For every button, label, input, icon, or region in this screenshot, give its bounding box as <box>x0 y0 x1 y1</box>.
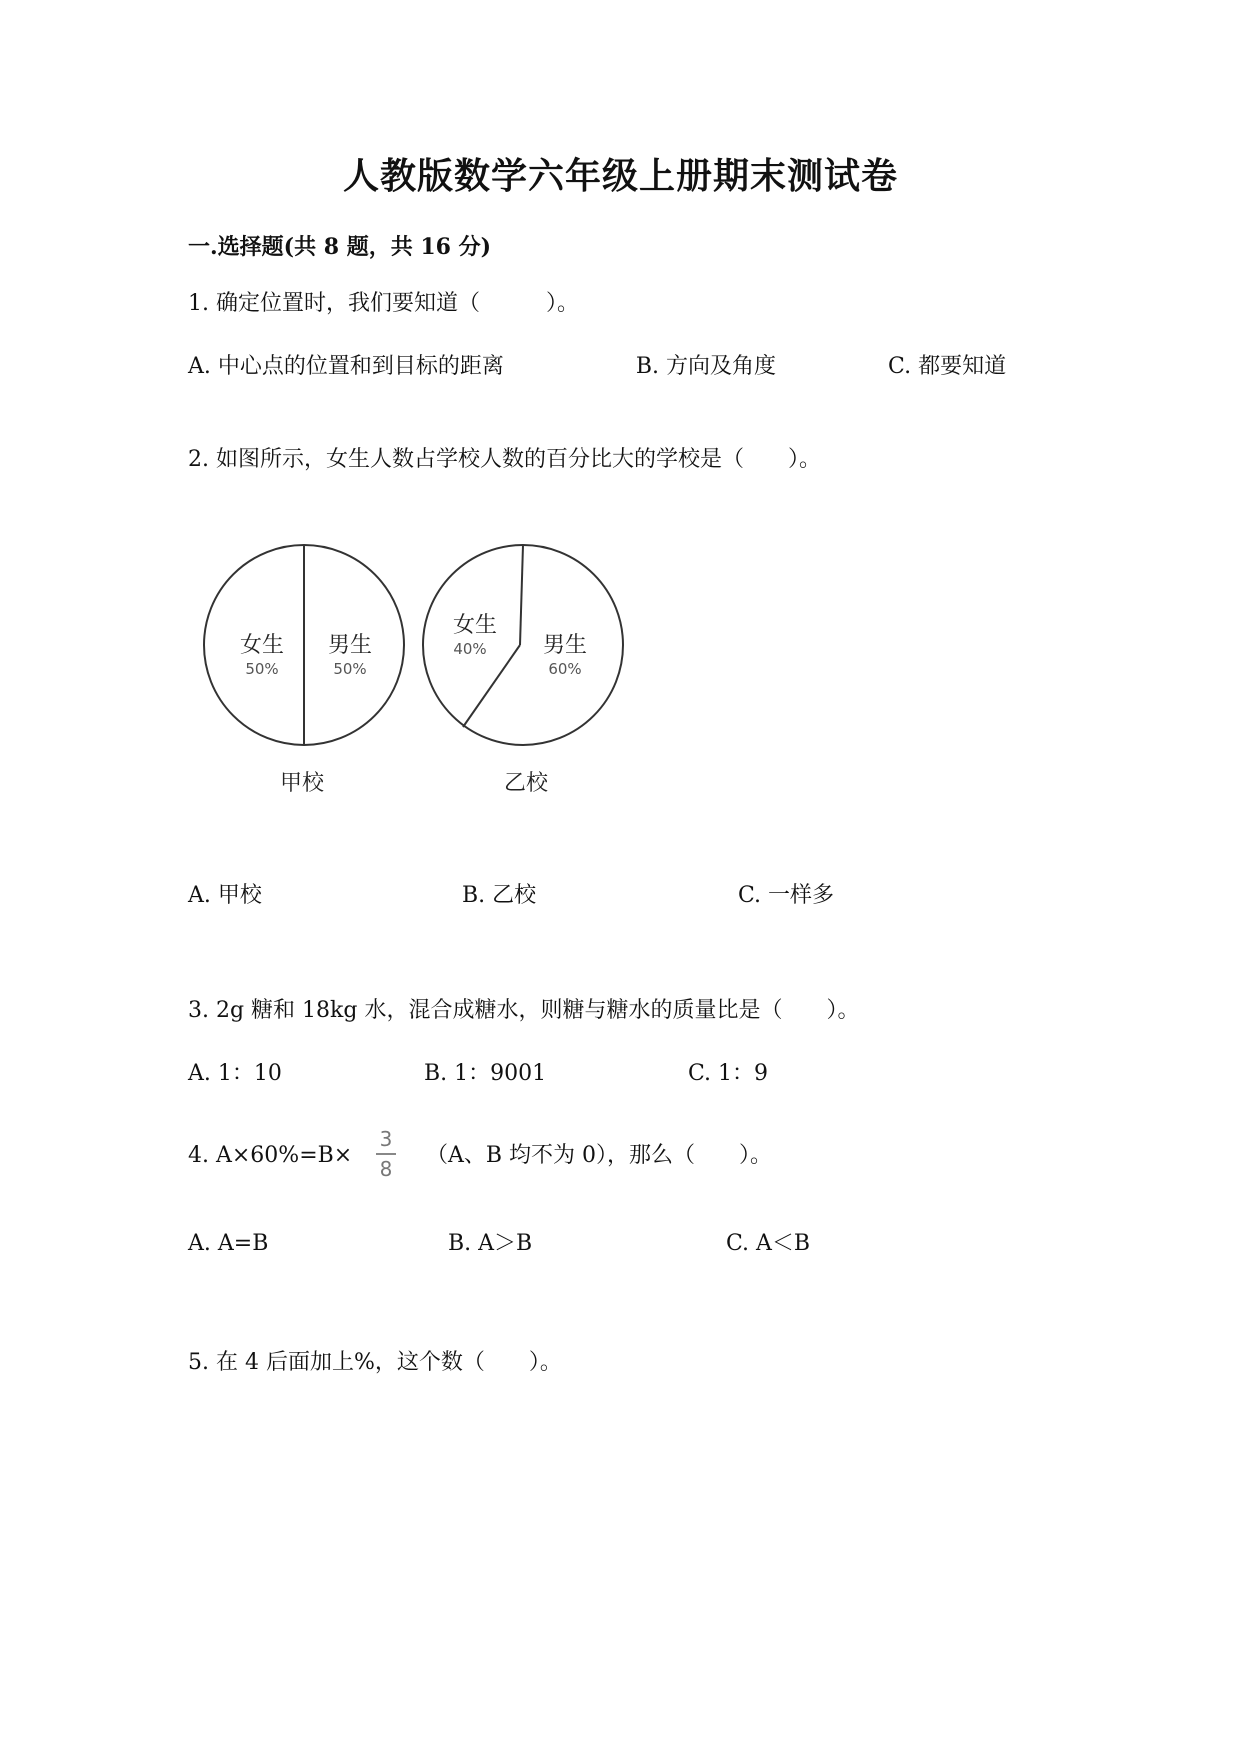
pie-school-2-boys-label: 男生 <box>542 633 588 658</box>
pie-school-2-boys-pct: 60% <box>548 660 582 678</box>
q4-option-b: B. A＞B <box>448 1231 533 1256</box>
section-heading: 一.选择题(共 8 题，共 16 分) <box>188 234 492 260</box>
pie-school-1 <box>204 545 404 796</box>
q3-option-c: C. 1：9 <box>688 1061 769 1086</box>
q2-option-a: A. 甲校 <box>188 883 262 908</box>
fraction-three-eighths <box>374 1126 398 1182</box>
fraction-denominator: 8 <box>379 1157 393 1181</box>
q2-option-b: B. 乙校 <box>462 883 537 908</box>
question-1-stem: 1. 确定位置时，我们要知道（ ）。 <box>188 291 579 316</box>
pie-school-1-boys-pct: 50% <box>333 660 367 678</box>
q2-option-c: C. 一样多 <box>738 883 835 908</box>
pie-school-2 <box>423 545 623 796</box>
question-2-stem: 2. 如图所示，女生人数占学校人数的百分比大的学校是（ ）。 <box>188 447 821 472</box>
pie-school-2-girls-label: 女生 <box>452 613 498 638</box>
page-title: 人教版数学六年级上册期末测试卷 <box>342 155 898 197</box>
question-3-stem: 3. 2g 糖和 18kg 水，混合成糖水，则糖与糖水的质量比是（ ）。 <box>188 998 860 1023</box>
q3-option-a: A. 1：10 <box>188 1061 282 1086</box>
question-5-stem: 5. 在 4 后面加上%，这个数（ ）。 <box>188 1350 562 1375</box>
question-1-options <box>188 350 1068 383</box>
pie-school-2-girls-pct: 40% <box>453 640 487 658</box>
pie-figure-svg <box>200 535 640 805</box>
pie-school-2-name: 乙校 <box>503 771 549 796</box>
pie-school-1-girls-label: 女生 <box>239 633 285 658</box>
fraction-numerator: 3 <box>379 1127 393 1151</box>
pie-school-1-girls-pct: 50% <box>245 660 279 678</box>
q3-option-b: B. 1：9001 <box>424 1061 547 1086</box>
question-4-stem-start: 4. A×60%=B× <box>188 1143 353 1168</box>
pie-school-1-name: 甲校 <box>279 771 325 796</box>
q1-option-c: C. 都要知道 <box>888 354 1007 379</box>
q4-option-c: C. A＜B <box>726 1231 811 1256</box>
pie-figure <box>200 535 640 805</box>
question-4-stem-end: （A、B 均不为 0），那么（ ）。 <box>426 1143 773 1168</box>
q1-option-b: B. 方向及角度 <box>635 354 777 379</box>
q1-option-a: A. 中心点的位置和到目标的距离 <box>188 354 504 379</box>
fraction-bar <box>376 1153 396 1155</box>
pie-school-1-boys-label: 男生 <box>327 633 373 658</box>
q4-option-a: A. A=B <box>188 1231 269 1256</box>
